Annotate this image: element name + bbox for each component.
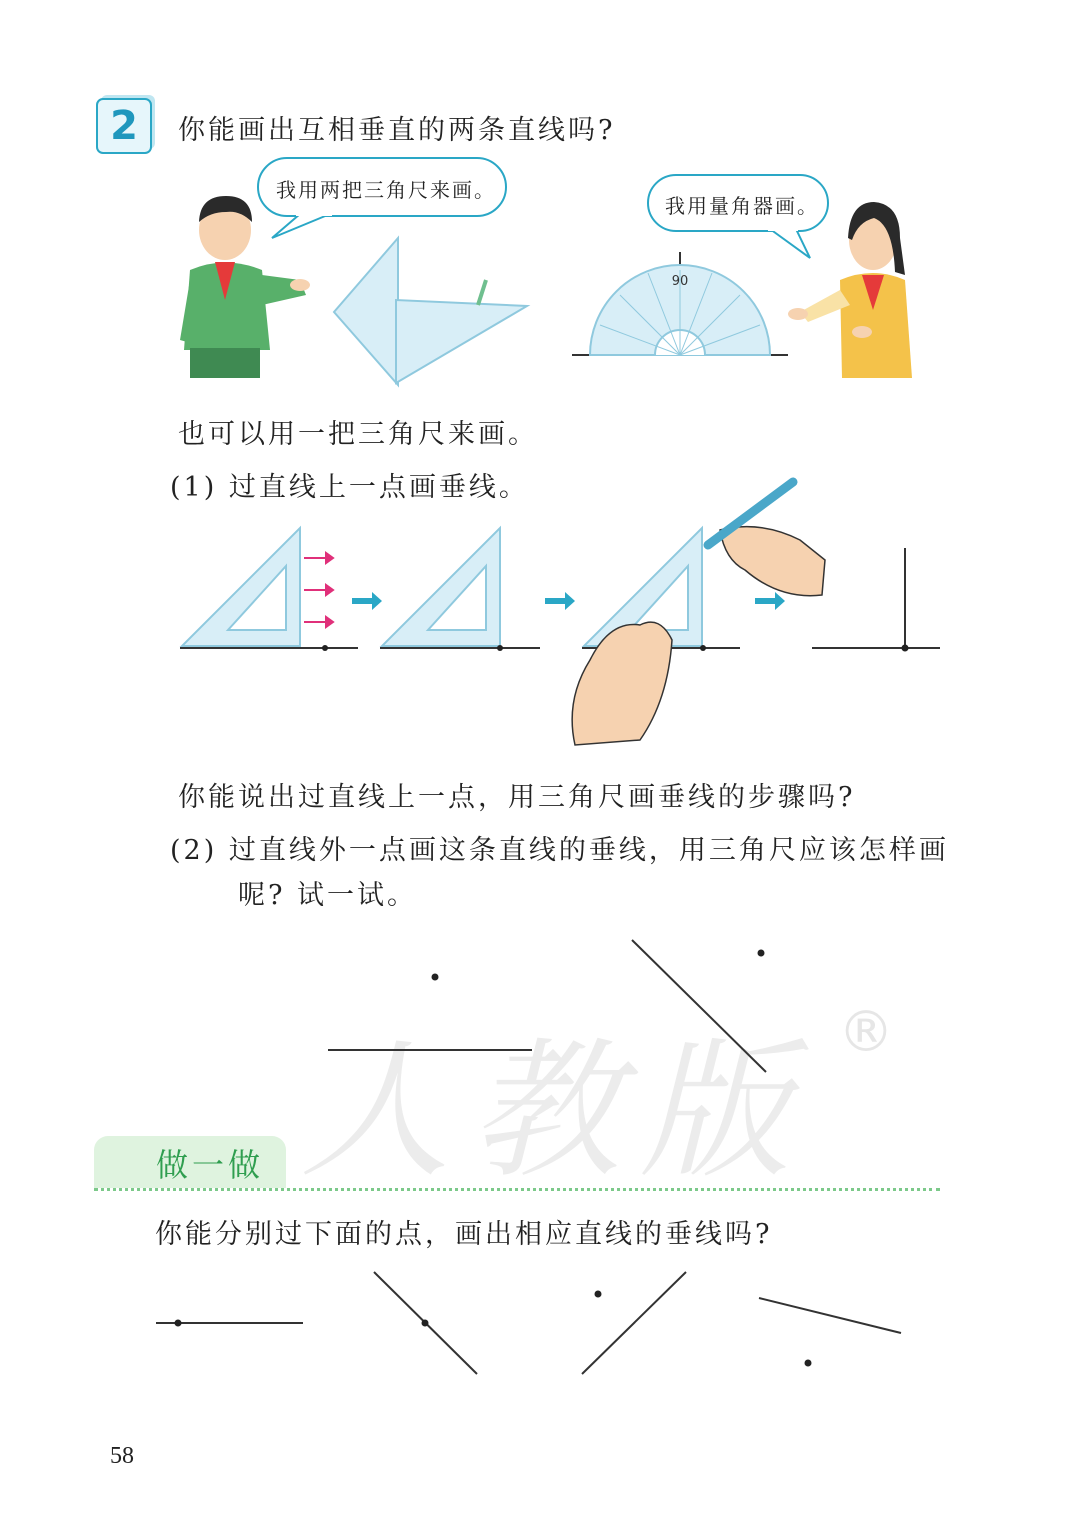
two-set-squares xyxy=(334,238,527,385)
exercise-title: 做一做 xyxy=(156,1146,265,1184)
step2-heading: (2) 过直线外一点画这条直线的垂线，用三角尺应该怎样画 xyxy=(170,835,949,866)
page-number: 58 xyxy=(110,1443,134,1469)
step2-figures xyxy=(328,940,766,1072)
problem-question: 你能画出互相垂直的两条直线吗? xyxy=(178,115,616,146)
protractor-label: 90 xyxy=(671,274,689,289)
publisher-watermark: 人教版 xyxy=(300,1025,811,1199)
girl-speech-text: 我用量角器画。 xyxy=(665,194,819,218)
boy-speech-text: 我用两把三角尺来画。 xyxy=(276,178,496,202)
step2-continuation: 呢? 试一试。 xyxy=(238,880,418,911)
ask-steps-text: 你能说出过直线上一点，用三角尺画垂线的步骤吗? xyxy=(178,782,856,813)
problem-number-badge: 2 xyxy=(96,98,152,154)
step1-heading: (1) 过直线上一点画垂线。 xyxy=(170,472,529,503)
section-divider xyxy=(94,1188,940,1191)
exercise-figures xyxy=(156,1272,901,1374)
registered-mark: ® xyxy=(838,1000,894,1065)
alt-method-text: 也可以用一把三角尺来画。 xyxy=(178,419,538,450)
step1-figures xyxy=(180,482,940,745)
exercise-question: 你能分别过下面的点，画出相应直线的垂线吗? xyxy=(155,1219,773,1250)
protractor-illustration xyxy=(572,252,788,355)
